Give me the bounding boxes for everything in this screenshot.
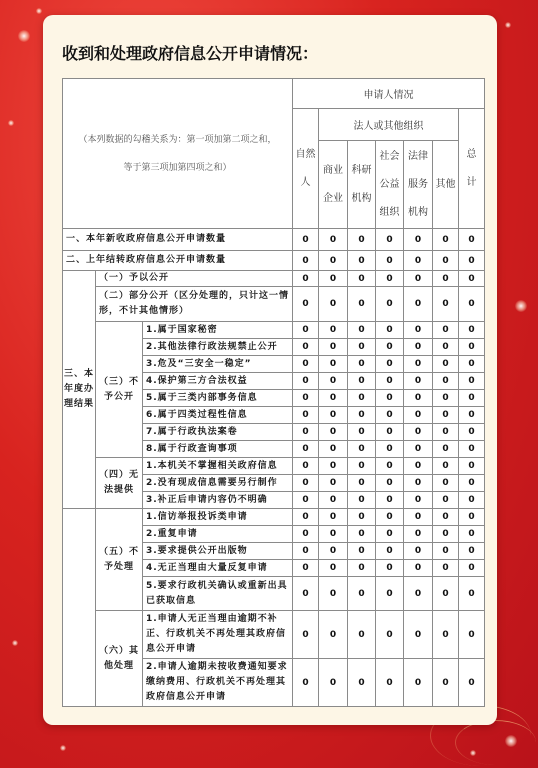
applicant-header: 申请人情况 xyxy=(293,79,485,109)
row-label: 8.属于行政查询事项 xyxy=(143,441,293,458)
value-total: 0 xyxy=(459,560,485,577)
value-commercial-enterprise: 0 xyxy=(319,577,348,611)
value-commercial-enterprise: 0 xyxy=(319,322,348,339)
value-other-org: 0 xyxy=(433,229,459,251)
sparkle-decoration xyxy=(12,640,18,646)
sparkle-decoration xyxy=(515,300,527,312)
value-public-welfare-org: 0 xyxy=(376,287,404,322)
value-commercial-enterprise: 0 xyxy=(319,458,348,475)
table-note-line: 等于第三项加第四项之和） xyxy=(123,162,232,173)
header-row xyxy=(63,79,485,109)
value-commercial-enterprise: 0 xyxy=(319,475,348,492)
value-public-welfare-org: 0 xyxy=(376,271,404,287)
value-public-welfare-org: 0 xyxy=(376,492,404,509)
value-research-institution: 0 xyxy=(348,424,376,441)
value-public-welfare-org: 0 xyxy=(376,526,404,543)
table-row xyxy=(63,611,485,659)
value-legal-service-org: 0 xyxy=(404,251,433,271)
value-public-welfare-org: 0 xyxy=(376,611,404,659)
value-legal-service-org: 0 xyxy=(404,577,433,611)
row-label: 1.信访举报投诉类申请 xyxy=(143,509,293,526)
row-label: 3.要求提供公开出版物 xyxy=(143,543,293,560)
org-type-header xyxy=(404,141,433,229)
value-public-welfare-org: 0 xyxy=(376,659,404,707)
value-total: 0 xyxy=(459,441,485,458)
row-label: 3.补正后申请内容仍不明确 xyxy=(143,492,293,509)
value-natural-person: 0 xyxy=(293,560,319,577)
org-type-label: 法律服务机构 xyxy=(408,150,429,218)
value-commercial-enterprise: 0 xyxy=(319,611,348,659)
value-commercial-enterprise: 0 xyxy=(319,339,348,356)
value-other-org: 0 xyxy=(433,526,459,543)
value-other-org: 0 xyxy=(433,577,459,611)
value-public-welfare-org: 0 xyxy=(376,373,404,390)
value-legal-service-org: 0 xyxy=(404,441,433,458)
value-commercial-enterprise: 0 xyxy=(319,560,348,577)
value-public-welfare-org: 0 xyxy=(376,475,404,492)
value-research-institution: 0 xyxy=(348,339,376,356)
value-public-welfare-org: 0 xyxy=(376,560,404,577)
value-total: 0 xyxy=(459,407,485,424)
value-other-org: 0 xyxy=(433,390,459,407)
value-other-org: 0 xyxy=(433,611,459,659)
value-commercial-enterprise: 0 xyxy=(319,407,348,424)
natural-person-header xyxy=(293,109,319,229)
value-other-org: 0 xyxy=(433,509,459,526)
sparkle-decoration xyxy=(8,120,14,126)
value-commercial-enterprise: 0 xyxy=(319,356,348,373)
row-label: 5.属于三类内部事务信息 xyxy=(143,390,293,407)
value-other-org: 0 xyxy=(433,251,459,271)
value-natural-person: 0 xyxy=(293,287,319,322)
row-label: （二）部分公开（区分处理的，只计这一情形，不计其他情形） xyxy=(96,287,293,322)
value-total: 0 xyxy=(459,390,485,407)
value-commercial-enterprise: 0 xyxy=(319,373,348,390)
value-total: 0 xyxy=(459,373,485,390)
table-row xyxy=(63,509,485,526)
report-card xyxy=(43,15,497,725)
value-total: 0 xyxy=(459,543,485,560)
total-header xyxy=(459,109,485,229)
value-other-org: 0 xyxy=(433,271,459,287)
table-row xyxy=(63,229,485,251)
value-public-welfare-org: 0 xyxy=(376,543,404,560)
value-natural-person: 0 xyxy=(293,322,319,339)
value-natural-person: 0 xyxy=(293,509,319,526)
value-commercial-enterprise: 0 xyxy=(319,251,348,271)
value-other-org: 0 xyxy=(433,424,459,441)
value-legal-service-org: 0 xyxy=(404,659,433,707)
table-note xyxy=(63,79,293,229)
value-research-institution: 0 xyxy=(348,390,376,407)
value-commercial-enterprise: 0 xyxy=(319,424,348,441)
table-row xyxy=(63,271,485,287)
org-type-header xyxy=(433,141,459,229)
value-other-org: 0 xyxy=(433,339,459,356)
value-legal-service-org: 0 xyxy=(404,287,433,322)
value-legal-service-org: 0 xyxy=(404,390,433,407)
value-natural-person: 0 xyxy=(293,373,319,390)
value-legal-service-org: 0 xyxy=(404,475,433,492)
value-natural-person: 0 xyxy=(293,543,319,560)
value-public-welfare-org: 0 xyxy=(376,407,404,424)
org-type-header xyxy=(348,141,376,229)
value-other-org: 0 xyxy=(433,458,459,475)
value-natural-person: 0 xyxy=(293,356,319,373)
disclosure-requests-table xyxy=(62,78,485,707)
value-legal-service-org: 0 xyxy=(404,271,433,287)
value-total: 0 xyxy=(459,611,485,659)
value-other-org: 0 xyxy=(433,356,459,373)
table-row xyxy=(63,458,485,475)
value-public-welfare-org: 0 xyxy=(376,251,404,271)
value-natural-person: 0 xyxy=(293,424,319,441)
value-legal-service-org: 0 xyxy=(404,509,433,526)
value-total: 0 xyxy=(459,322,485,339)
value-other-org: 0 xyxy=(433,373,459,390)
org-type-label: 科研机构 xyxy=(351,164,372,204)
value-legal-service-org: 0 xyxy=(404,560,433,577)
org-type-label: 商业企业 xyxy=(323,164,344,204)
value-research-institution: 0 xyxy=(348,356,376,373)
value-public-welfare-org: 0 xyxy=(376,229,404,251)
value-natural-person: 0 xyxy=(293,229,319,251)
value-research-institution: 0 xyxy=(348,611,376,659)
value-research-institution: 0 xyxy=(348,458,376,475)
total-label: 总计 xyxy=(466,148,477,188)
table-row xyxy=(63,322,485,339)
value-total: 0 xyxy=(459,458,485,475)
value-research-institution: 0 xyxy=(348,271,376,287)
value-research-institution: 0 xyxy=(348,407,376,424)
value-total: 0 xyxy=(459,659,485,707)
value-research-institution: 0 xyxy=(348,229,376,251)
value-natural-person: 0 xyxy=(293,492,319,509)
value-other-org: 0 xyxy=(433,322,459,339)
value-total: 0 xyxy=(459,229,485,251)
row-label: 4.无正当理由大量反复申请 xyxy=(143,560,293,577)
row-label: 二、上年结转政府信息公开申请数量 xyxy=(63,251,293,271)
org-type-label: 社会公益组织 xyxy=(379,150,400,218)
value-research-institution: 0 xyxy=(348,659,376,707)
row-label: 2.没有现成信息需要另行制作 xyxy=(143,475,293,492)
value-research-institution: 0 xyxy=(348,543,376,560)
value-total: 0 xyxy=(459,339,485,356)
value-total: 0 xyxy=(459,509,485,526)
row-label: 1.属于国家秘密 xyxy=(143,322,293,339)
row-label: 6.属于四类过程性信息 xyxy=(143,407,293,424)
value-research-institution: 0 xyxy=(348,560,376,577)
value-legal-service-org: 0 xyxy=(404,526,433,543)
row-label: 3.危及“三安全一稳定” xyxy=(143,356,293,373)
group-label: （三）不予公开 xyxy=(96,322,143,458)
value-other-org: 0 xyxy=(433,475,459,492)
row-label: 一、本年新收政府信息公开申请数量 xyxy=(63,229,293,251)
sparkle-decoration xyxy=(36,8,42,14)
value-public-welfare-org: 0 xyxy=(376,390,404,407)
row-label: 4.保护第三方合法权益 xyxy=(143,373,293,390)
value-research-institution: 0 xyxy=(348,492,376,509)
value-research-institution: 0 xyxy=(348,577,376,611)
section-label: 三、本年度办理结果 xyxy=(63,271,96,509)
value-research-institution: 0 xyxy=(348,509,376,526)
value-public-welfare-org: 0 xyxy=(376,356,404,373)
value-public-welfare-org: 0 xyxy=(376,577,404,611)
value-commercial-enterprise: 0 xyxy=(319,526,348,543)
sparkle-decoration xyxy=(60,745,66,751)
value-other-org: 0 xyxy=(433,441,459,458)
value-total: 0 xyxy=(459,475,485,492)
value-public-welfare-org: 0 xyxy=(376,339,404,356)
value-commercial-enterprise: 0 xyxy=(319,659,348,707)
value-commercial-enterprise: 0 xyxy=(319,287,348,322)
value-natural-person: 0 xyxy=(293,458,319,475)
value-public-welfare-org: 0 xyxy=(376,441,404,458)
sparkle-decoration xyxy=(505,22,511,28)
value-total: 0 xyxy=(459,526,485,543)
value-legal-service-org: 0 xyxy=(404,339,433,356)
value-research-institution: 0 xyxy=(348,441,376,458)
natural-person-label: 自然人 xyxy=(295,148,316,188)
group-label: （四）无法提供 xyxy=(96,458,143,509)
value-commercial-enterprise: 0 xyxy=(319,543,348,560)
value-public-welfare-org: 0 xyxy=(376,424,404,441)
value-research-institution: 0 xyxy=(348,475,376,492)
group-label: （六）其他处理 xyxy=(96,611,143,707)
value-commercial-enterprise: 0 xyxy=(319,271,348,287)
value-research-institution: 0 xyxy=(348,322,376,339)
value-total: 0 xyxy=(459,271,485,287)
table-note-line: （本列数据的勾稽关系为：第一项加第二项之和， xyxy=(78,134,277,145)
value-total: 0 xyxy=(459,287,485,322)
value-natural-person: 0 xyxy=(293,659,319,707)
value-commercial-enterprise: 0 xyxy=(319,509,348,526)
value-natural-person: 0 xyxy=(293,611,319,659)
value-natural-person: 0 xyxy=(293,441,319,458)
value-research-institution: 0 xyxy=(348,373,376,390)
value-other-org: 0 xyxy=(433,287,459,322)
value-other-org: 0 xyxy=(433,492,459,509)
org-type-header xyxy=(376,141,404,229)
value-legal-service-org: 0 xyxy=(404,322,433,339)
value-natural-person: 0 xyxy=(293,526,319,543)
row-label: 2.其他法律行政法规禁止公开 xyxy=(143,339,293,356)
value-research-institution: 0 xyxy=(348,251,376,271)
value-legal-service-org: 0 xyxy=(404,356,433,373)
legal-org-header: 法人或其他组织 xyxy=(319,109,459,141)
value-public-welfare-org: 0 xyxy=(376,322,404,339)
gold-swirl-decoration xyxy=(455,720,536,765)
value-natural-person: 0 xyxy=(293,251,319,271)
value-natural-person: 0 xyxy=(293,390,319,407)
group-label: （五）不予处理 xyxy=(96,509,143,611)
row-label: 2.重复申请 xyxy=(143,526,293,543)
value-commercial-enterprise: 0 xyxy=(319,229,348,251)
value-natural-person: 0 xyxy=(293,407,319,424)
value-legal-service-org: 0 xyxy=(404,424,433,441)
value-total: 0 xyxy=(459,356,485,373)
table-row xyxy=(63,251,485,271)
value-legal-service-org: 0 xyxy=(404,492,433,509)
row-label: （一）予以公开 xyxy=(96,271,293,287)
value-legal-service-org: 0 xyxy=(404,611,433,659)
value-legal-service-org: 0 xyxy=(404,407,433,424)
sparkle-decoration xyxy=(18,30,30,42)
value-research-institution: 0 xyxy=(348,526,376,543)
value-total: 0 xyxy=(459,577,485,611)
value-other-org: 0 xyxy=(433,659,459,707)
value-total: 0 xyxy=(459,251,485,271)
row-label: 1.本机关不掌握相关政府信息 xyxy=(143,458,293,475)
value-commercial-enterprise: 0 xyxy=(319,441,348,458)
value-other-org: 0 xyxy=(433,560,459,577)
value-total: 0 xyxy=(459,424,485,441)
value-natural-person: 0 xyxy=(293,577,319,611)
row-label: 5.要求行政机关确认或重新出具已获取信息 xyxy=(143,577,293,611)
page-title: 收到和处理政府信息公开申请情况： xyxy=(62,44,319,63)
table-row xyxy=(63,287,485,322)
row-label: 2.申请人逾期未按收费通知要求缴纳费用、行政机关不再处理其政府信息公开申请 xyxy=(143,659,293,707)
org-type-label: 其他 xyxy=(435,178,456,190)
value-total: 0 xyxy=(459,492,485,509)
value-commercial-enterprise: 0 xyxy=(319,390,348,407)
org-type-header xyxy=(319,141,348,229)
value-legal-service-org: 0 xyxy=(404,229,433,251)
row-label: 1.申请人无正当理由逾期不补正、行政机关不再处理其政府信息公开申请 xyxy=(143,611,293,659)
value-other-org: 0 xyxy=(433,407,459,424)
value-natural-person: 0 xyxy=(293,339,319,356)
value-natural-person: 0 xyxy=(293,475,319,492)
value-commercial-enterprise: 0 xyxy=(319,492,348,509)
value-public-welfare-org: 0 xyxy=(376,458,404,475)
value-research-institution: 0 xyxy=(348,287,376,322)
row-label: 7.属于行政执法案卷 xyxy=(143,424,293,441)
value-legal-service-org: 0 xyxy=(404,543,433,560)
value-other-org: 0 xyxy=(433,543,459,560)
value-public-welfare-org: 0 xyxy=(376,509,404,526)
value-legal-service-org: 0 xyxy=(404,373,433,390)
empty-section-cell xyxy=(63,509,96,707)
value-legal-service-org: 0 xyxy=(404,458,433,475)
value-natural-person: 0 xyxy=(293,271,319,287)
